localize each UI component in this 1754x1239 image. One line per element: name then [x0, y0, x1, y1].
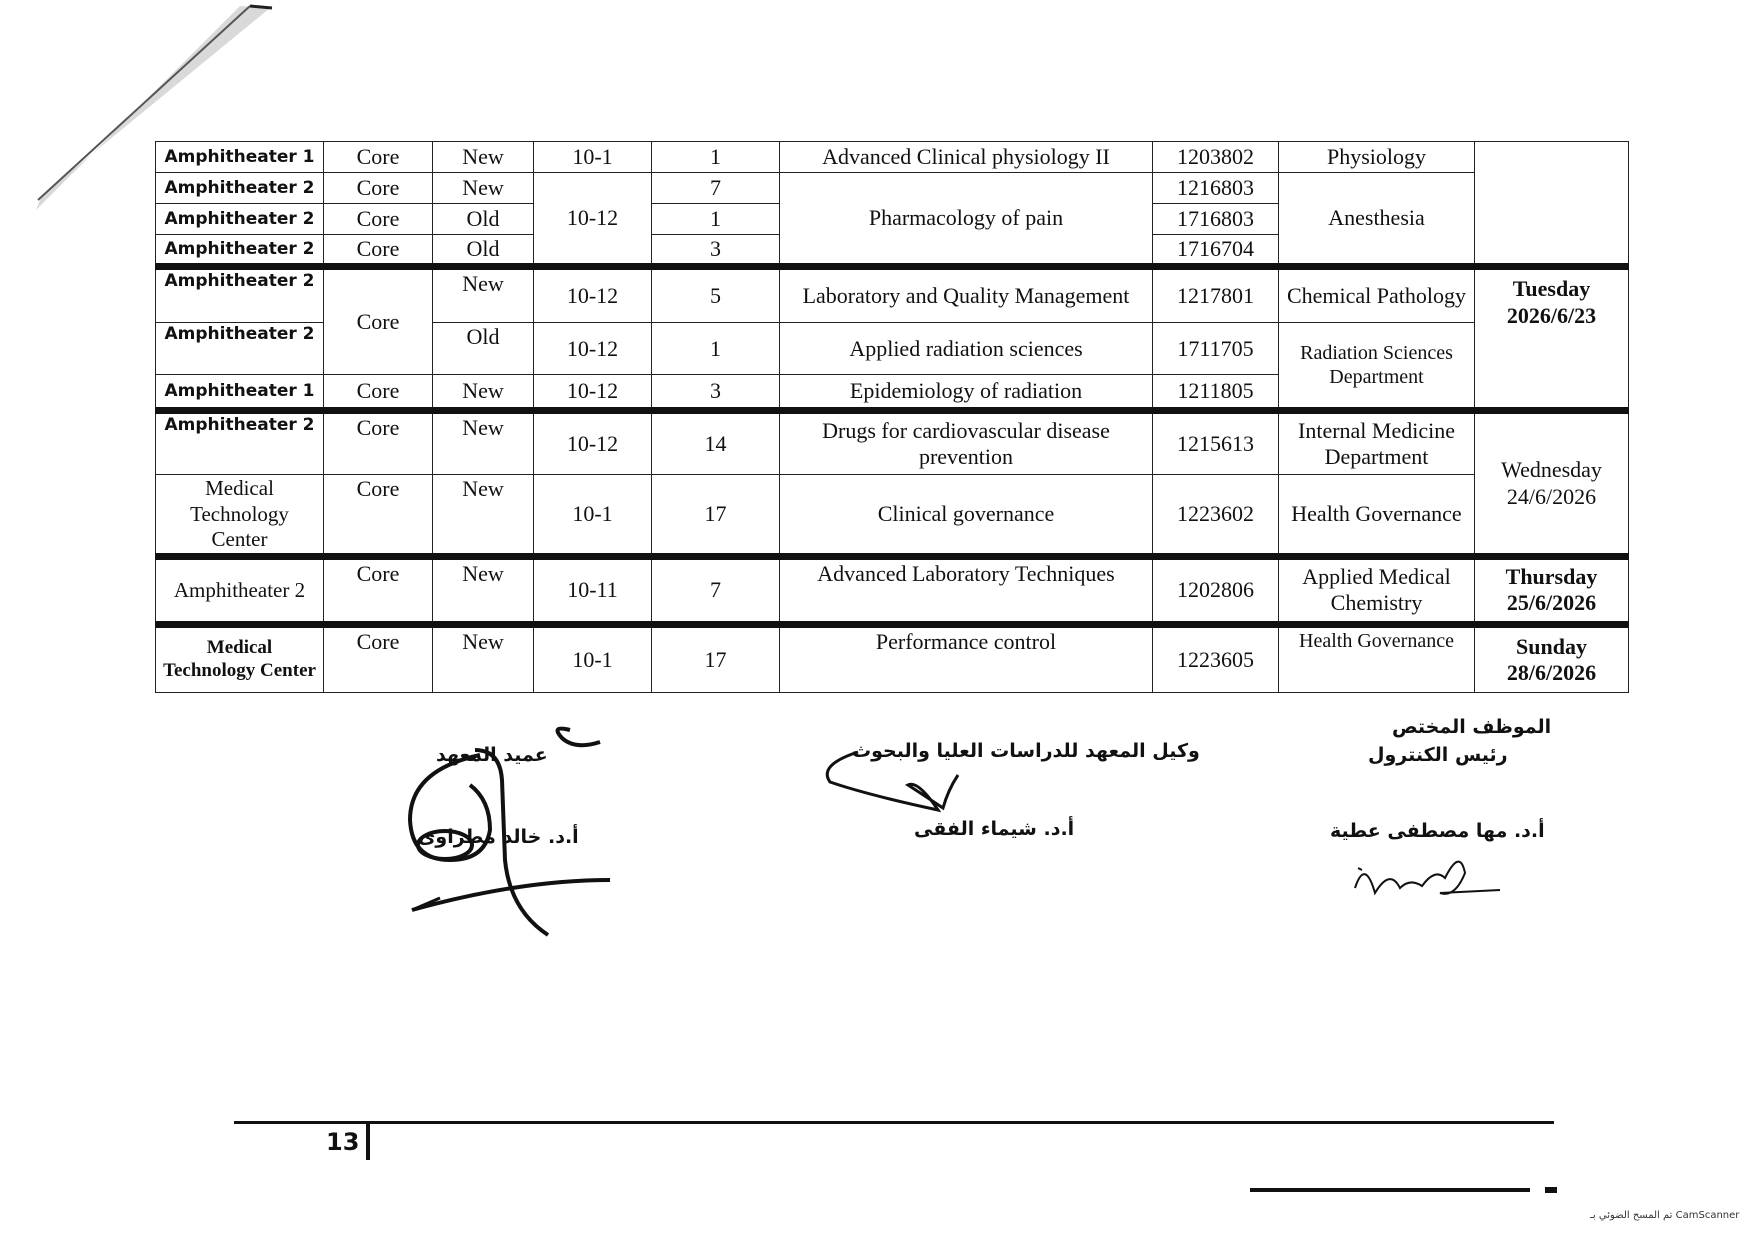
day-label: Tuesday — [1512, 276, 1591, 302]
day-cell — [1475, 556, 1629, 624]
time-cell: 10-12 — [534, 173, 652, 267]
course-cell: Clinical governance — [780, 475, 1153, 557]
date-label: 28/6/2026 — [1506, 659, 1597, 685]
code-cell: 1223605 — [1153, 624, 1279, 692]
table-row — [156, 475, 1629, 557]
camscanner-watermark: تم المسح الضوئي بـ CamScanner — [1590, 1210, 1740, 1221]
code-cell: 1217801 — [1153, 267, 1279, 323]
code-cell: 1203802 — [1153, 142, 1279, 173]
type-cell: Core — [324, 204, 433, 235]
department-cell: Applied Medical Chemistry — [1279, 556, 1475, 624]
type-cell: Core — [324, 624, 433, 692]
department-cell: Internal Medicine Department — [1279, 411, 1475, 475]
location-cell: Medical Technology Center — [156, 624, 324, 692]
table-row — [156, 624, 1629, 692]
location-cell: Amphitheater 2 — [156, 556, 324, 624]
status-cell: New — [433, 411, 534, 475]
control-head-name: أ.د. مها مصطفى عطية — [1330, 820, 1545, 842]
page-number: 13 — [326, 1128, 360, 1156]
table-row — [156, 267, 1629, 323]
table-row — [156, 173, 1629, 204]
location-cell: Medical Technology Center — [156, 475, 324, 557]
status-cell: New — [433, 556, 534, 624]
location-cell: Amphitheater 2 — [156, 204, 324, 235]
department-cell: Anesthesia — [1279, 173, 1475, 267]
code-cell: 1711705 — [1153, 323, 1279, 375]
count-cell: 5 — [652, 267, 780, 323]
status-cell: New — [433, 475, 534, 557]
code-cell: 1223602 — [1153, 475, 1279, 557]
department-cell: Physiology — [1279, 142, 1475, 173]
day-cell — [1475, 624, 1629, 692]
date-label: 25/6/2026 — [1506, 590, 1597, 616]
status-cell: New — [433, 624, 534, 692]
course-cell: Advanced Laboratory Techniques — [780, 556, 1153, 624]
department-cell: Radiation Sciences Department — [1279, 323, 1475, 411]
time-cell: 10-12 — [534, 267, 652, 323]
count-cell: 1 — [652, 323, 780, 375]
location-cell: Amphitheater 2 — [156, 173, 324, 204]
time-cell: 10-12 — [534, 323, 652, 375]
control-head-title: رئيس الكنترول — [1368, 744, 1508, 766]
location-cell: Amphitheater 2 — [156, 323, 324, 375]
code-cell: 1202806 — [1153, 556, 1279, 624]
status-cell: Old — [433, 204, 534, 235]
type-cell: Core — [324, 267, 433, 375]
location-cell: Amphitheater 1 — [156, 142, 324, 173]
date-label: 24/6/2026 — [1506, 483, 1597, 509]
course-cell: Drugs for cardiovascular disease prevention — [780, 411, 1153, 475]
count-cell: 7 — [652, 173, 780, 204]
scan-artifact-dot — [1545, 1187, 1557, 1193]
time-cell: 10-1 — [534, 142, 652, 173]
count-cell: 1 — [652, 204, 780, 235]
department-cell: Health Governance — [1279, 624, 1475, 692]
day-cell-empty — [1475, 142, 1629, 267]
count-cell: 3 — [652, 375, 780, 411]
type-cell: Core — [324, 475, 433, 557]
dean-signature — [400, 710, 650, 940]
vice-dean-title: وكيل المعهد للدراسات العليا والبحوث — [852, 740, 1200, 762]
code-cell: 1215613 — [1153, 411, 1279, 475]
exam-schedule-table — [155, 141, 1629, 693]
type-cell: Core — [324, 142, 433, 173]
table-row — [156, 142, 1629, 173]
course-cell: Applied radiation sciences — [780, 323, 1153, 375]
course-cell: Laboratory and Quality Management — [780, 267, 1153, 323]
dean-title: عميد المعهد — [436, 744, 548, 766]
count-cell: 7 — [652, 556, 780, 624]
status-cell: New — [433, 173, 534, 204]
day-label: Sunday — [1516, 633, 1587, 659]
count-cell: 14 — [652, 411, 780, 475]
scan-artifact-line — [1250, 1188, 1530, 1192]
time-cell: 10-12 — [534, 411, 652, 475]
location-cell: Amphitheater 2 — [156, 411, 324, 475]
time-cell: 10-1 — [534, 475, 652, 557]
status-cell: New — [433, 375, 534, 411]
day-label: Wednesday — [1501, 457, 1602, 483]
control-head-signature — [1350, 848, 1510, 908]
vice-dean-name: أ.د. شيماء الفقى — [914, 818, 1075, 840]
course-cell: Performance control — [780, 624, 1153, 692]
course-cell: Advanced Clinical physiology II — [780, 142, 1153, 173]
date-label: 2026/6/23 — [1506, 302, 1597, 328]
type-cell: Core — [324, 375, 433, 411]
type-cell: Core — [324, 556, 433, 624]
code-cell: 1211805 — [1153, 375, 1279, 411]
code-cell: 1716704 — [1153, 235, 1279, 267]
status-cell: New — [433, 267, 534, 323]
code-cell: 1716803 — [1153, 204, 1279, 235]
dean-name: أ.د. خالد مطراوى — [418, 826, 579, 848]
code-cell: 1216803 — [1153, 173, 1279, 204]
status-cell: Old — [433, 235, 534, 267]
footer-rule — [234, 1121, 1554, 1124]
officer-title: الموظف المختص — [1392, 716, 1552, 738]
type-cell: Core — [324, 235, 433, 267]
course-cell: Pharmacology of pain — [780, 173, 1153, 267]
page-number-divider — [366, 1124, 370, 1160]
count-cell: 17 — [652, 475, 780, 557]
location-cell: Amphitheater 2 — [156, 235, 324, 267]
status-cell: Old — [433, 323, 534, 375]
status-cell: New — [433, 142, 534, 173]
count-cell: 17 — [652, 624, 780, 692]
location-cell: Amphitheater 2 — [156, 267, 324, 323]
count-cell: 1 — [652, 142, 780, 173]
vice-dean-signature — [818, 740, 1018, 830]
type-cell: Core — [324, 411, 433, 475]
time-cell: 10-1 — [534, 624, 652, 692]
time-cell: 10-12 — [534, 375, 652, 411]
location-cell: Amphitheater 1 — [156, 375, 324, 411]
department-cell: Health Governance — [1279, 475, 1475, 557]
count-cell: 3 — [652, 235, 780, 267]
course-cell: Epidemiology of radiation — [780, 375, 1153, 411]
type-cell: Core — [324, 173, 433, 204]
time-cell: 10-11 — [534, 556, 652, 624]
day-label: Thursday — [1505, 564, 1598, 590]
department-cell: Chemical Pathology — [1279, 267, 1475, 323]
table-row — [156, 411, 1629, 475]
day-cell — [1475, 267, 1629, 411]
day-cell — [1475, 411, 1629, 557]
table-row — [156, 556, 1629, 624]
